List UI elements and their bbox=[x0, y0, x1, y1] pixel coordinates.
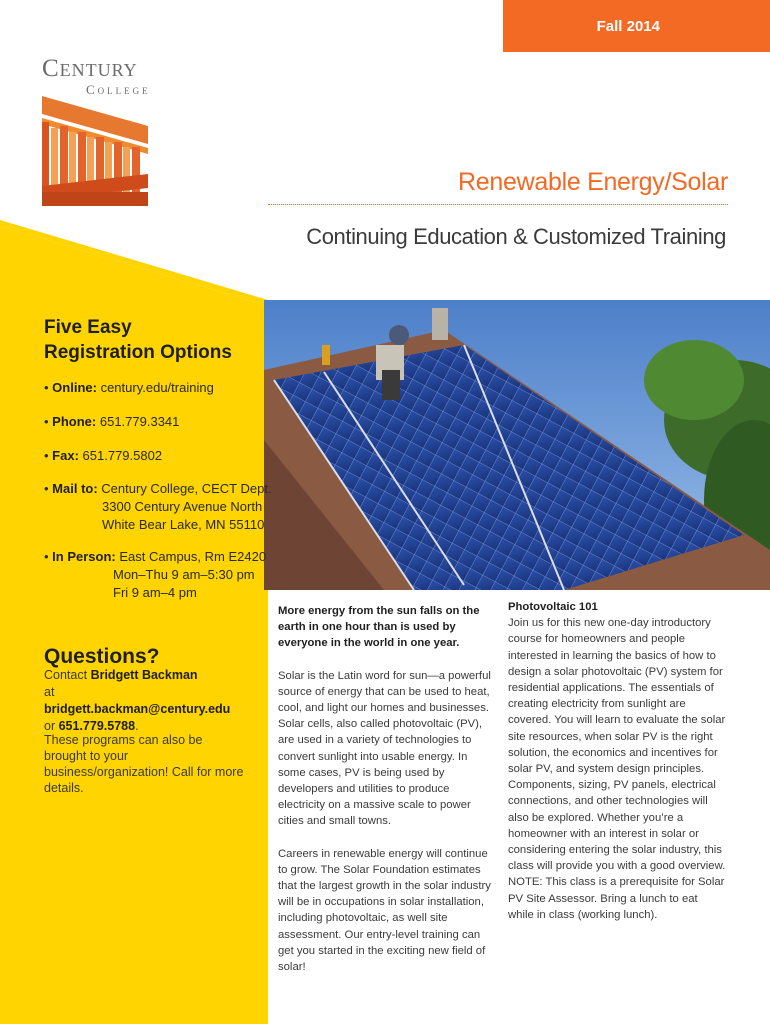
intro-paragraph-1: Solar is the Latin word for sun—a powerful source of energy that can be used to heat, cool, and light our homes and businesses. Solar cells, also called photovoltaic (PV), are used in a variety of technologies to convert sunlight into usable energy. In some cases, PV is being used by developers and utilities to produce electricity on a massive scale to power cities and small towns. bbox=[278, 669, 491, 828]
contact-prefix: Contact bbox=[44, 668, 91, 682]
questions-note: These programs can also be brought to your business/organization! Call for more details. bbox=[44, 733, 244, 795]
in-person-label: In Person: bbox=[52, 549, 116, 564]
intro-column bbox=[278, 603, 498, 975]
century-college-logo-icon bbox=[40, 92, 156, 208]
title-divider bbox=[268, 204, 728, 205]
questions-contact bbox=[44, 667, 244, 735]
season-label: Fall 2014 bbox=[596, 17, 660, 35]
page-subtitle: Continuing Education & Customized Training bbox=[306, 224, 726, 249]
contact-phone-suffix: . bbox=[135, 719, 139, 733]
page-title: Renewable Energy/Solar bbox=[458, 168, 728, 196]
reg-online: • Online: century.edu/training bbox=[44, 380, 214, 395]
mail-label: Mail to: bbox=[52, 481, 98, 496]
mail-line1: Century College, CECT Dept. bbox=[101, 481, 272, 496]
online-label: Online: bbox=[52, 380, 97, 395]
contact-email-link[interactable]: bridgett.backman@century.edu bbox=[44, 702, 231, 716]
contact-phone: 651.779.5788 bbox=[58, 719, 136, 733]
course-title: Photovoltaic 101 bbox=[508, 601, 598, 613]
course-column bbox=[508, 599, 726, 923]
intro-paragraph-2: Careers in renewable energy will continue to grow. The Solar Foundation estimates that the largest growth in the solar industry will be in occupations in solar installation, including photovoltaic, as well site assessment. Our entry-level training can get you started in the exciting new field of solar! bbox=[278, 847, 491, 974]
contact-name: Bridgett Backman bbox=[90, 668, 198, 682]
reg-in-person: • In Person: East Campus, Rm E2420 bbox=[44, 549, 267, 564]
registration-heading-line2: Registration Options bbox=[44, 342, 232, 363]
questions-heading: Questions? bbox=[44, 645, 160, 668]
course-description: Join us for this new one-day introductory course for homeowners and people interested in learning the basics of how to design a solar photovoltaic (PV) system for residential applications. The essentials of creating electricity from sunlight are covered. You will learn to evaluate the solar site resources, when solar PV is the right solution, the economics and incentives for solar PV, and system design principles. Components, sizing, PV panels, electrical connections, and other technologies will also be explored. Whether you’re a homeowner with an interest in solar or considering entering the solar industry, this class will provide you with a good overview. NOTE: This class is a prerequisite for Solar PV Site Assessor. Bring a lunch to eat while in class (working lunch). bbox=[508, 617, 726, 921]
in-person-line2: Mon–Thu 9 am–5:30 pm bbox=[113, 567, 255, 582]
fax-label: Fax: bbox=[52, 448, 79, 463]
phone-label: Phone: bbox=[52, 414, 97, 429]
reg-fax: • Fax: 651.779.5802 bbox=[44, 448, 163, 463]
registration-heading bbox=[44, 315, 232, 365]
in-person-line1: East Campus, Rm E2420 bbox=[119, 549, 267, 564]
intro-lead: More energy from the sun falls on the earth in one hour than is used by everyone in the world in one year. bbox=[278, 605, 480, 650]
mail-line3: White Bear Lake, MN 55110 bbox=[102, 517, 265, 532]
logo-wordmark-college: College bbox=[86, 82, 151, 97]
online-link[interactable]: century.edu/training bbox=[100, 380, 214, 395]
solar-panel-photo bbox=[264, 300, 770, 590]
phone-value: 651.779.3341 bbox=[99, 414, 180, 429]
registration-heading-line1: Five Easy bbox=[44, 317, 132, 338]
or-prefix: or bbox=[44, 719, 59, 733]
mail-line2: 3300 Century Avenue North bbox=[102, 499, 263, 514]
in-person-line3: Fri 9 am–4 pm bbox=[113, 585, 197, 600]
reg-phone: • Phone: 651.779.3341 bbox=[44, 414, 180, 429]
fax-value: 651.779.5802 bbox=[82, 448, 163, 463]
season-badge bbox=[503, 0, 770, 52]
reg-mail: • Mail to: Century College, CECT Dept. bbox=[44, 481, 272, 496]
email-prefix: at bbox=[44, 685, 55, 699]
logo-wordmark-century: Century bbox=[42, 55, 138, 82]
